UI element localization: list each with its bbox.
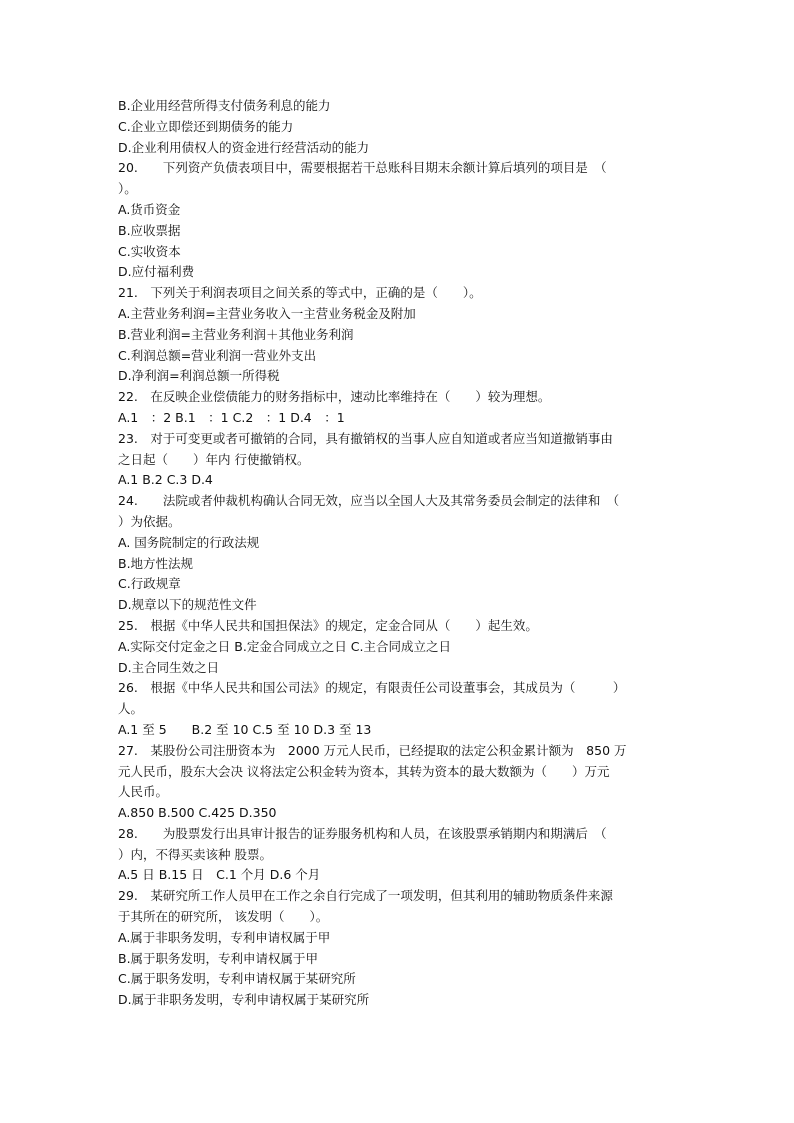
text-line: 23. 对于可变更或者可撤销的合同，具有撤销权的当事人应自知道或者应当知道撤销事由	[118, 430, 613, 446]
text-line: D.属于非职务发明，专利申请权属于某研究所	[118, 992, 370, 1008]
text-line: ）为依据。	[118, 513, 181, 529]
text-line: C.利润总额=营业利润一营业外支出	[118, 347, 317, 363]
text-line: A. 国务院制定的行政法规	[118, 534, 260, 550]
text-line: 29. 某研究所工作人员甲在工作之余自行完成了一项发明，但其利用的辅助物质条件来源	[118, 888, 613, 904]
text-line: A.1 ：2 B.1 ：1 C.2 ：1 D.4 ：1	[118, 409, 345, 425]
text-line: 之日起（ ）年内 行使撤销权。	[118, 451, 310, 467]
text-line: B.地方性法规	[118, 555, 194, 571]
text-line: B.营业利润=主营业务利润＋其他业务利润	[118, 326, 354, 342]
text-line: 人。	[118, 701, 144, 717]
text-line: ）。	[118, 181, 137, 197]
text-line: C.属于职务发明，专利申请权属于某研究所	[118, 971, 356, 987]
text-line: 26. 根据《中华人民共和国公司法》的规定，有限责任公司设董事会，其成员为（ ）	[118, 680, 626, 696]
text-line: A.1 B.2 C.3 D.4	[118, 472, 213, 488]
text-line: ）内，不得买卖该种 股票。	[118, 846, 272, 862]
text-line: D.主合同生效之日	[118, 659, 220, 675]
text-line: 元人民币，股东大会决 议将法定公积金转为资本，其转为资本的最大数额为（ ）万元	[118, 763, 610, 779]
text-line: 27. 某股份公司注册资本为 2000 万元人民币，已经提取的法定公积金累计额为 850 万	[118, 742, 627, 758]
text-line: A.1 至 5 B.2 至 10 C.5 至 10 D.3 至 13	[118, 721, 372, 737]
text-line: A.实际交付定金之日 B.定金合同成立之日 C.主合同成立之日	[118, 638, 452, 654]
text-line: D.企业利用债权人的资金进行经营活动的能力	[118, 139, 370, 155]
text-line: A.货币资金	[118, 201, 181, 217]
text-line: 24. 法院或者仲裁机构确认合同无效，应当以全国人大及其常务委员会制定的法律和 （	[118, 493, 620, 509]
text-line: A.属于非职务发明，专利申请权属于甲	[118, 929, 331, 945]
text-line: C.行政规章	[118, 576, 181, 592]
text-line: A.5 日 B.15 日 C.1 个月 D.6 个月	[118, 867, 321, 883]
text-line: A.850 B.500 C.425 D.350	[118, 805, 277, 821]
text-line: 21. 下列关于利润表项目之间关系的等式中，正确的是（ ）。	[118, 285, 482, 301]
text-line: C.企业立即偿还到期债务的能力	[118, 118, 294, 134]
text-line: 于其所在的研究所， 该发明（ ）。	[118, 909, 329, 925]
text-line: B.属于职务发明，专利申请权属于甲	[118, 950, 319, 966]
text-line: 22. 在反映企业偿债能力的财务指标中，速动比率维持在（ ）较为理想。	[118, 389, 551, 405]
text-line: 25. 根据《中华人民共和国担保法》的规定，定金合同从（ ）起生效。	[118, 617, 538, 633]
text-line: D.应付福利费	[118, 264, 195, 280]
text-line: D.规章以下的规范性文件	[118, 597, 257, 613]
document-page	[118, 96, 678, 1011]
text-line: 28. 为股票发行出具审计报告的证券服务机构和人员，在该股票承销期内和期满后 （	[118, 825, 607, 841]
text-line: C.实收资本	[118, 243, 181, 259]
text-line: 人民币。	[118, 784, 169, 800]
text-line: 20. 下列资产负债表项目中，需要根据若干总账科目期末余额计算后填列的项目是 （	[118, 160, 607, 176]
text-line: B.企业用经营所得支付债务利息的能力	[118, 98, 331, 113]
text-line: B.应收票据	[118, 222, 181, 238]
text-line: A.主营业务利润=主营业务收入一主营业务税金及附加	[118, 305, 416, 321]
text-line: D.净利润=利润总额一所得税	[118, 368, 280, 384]
